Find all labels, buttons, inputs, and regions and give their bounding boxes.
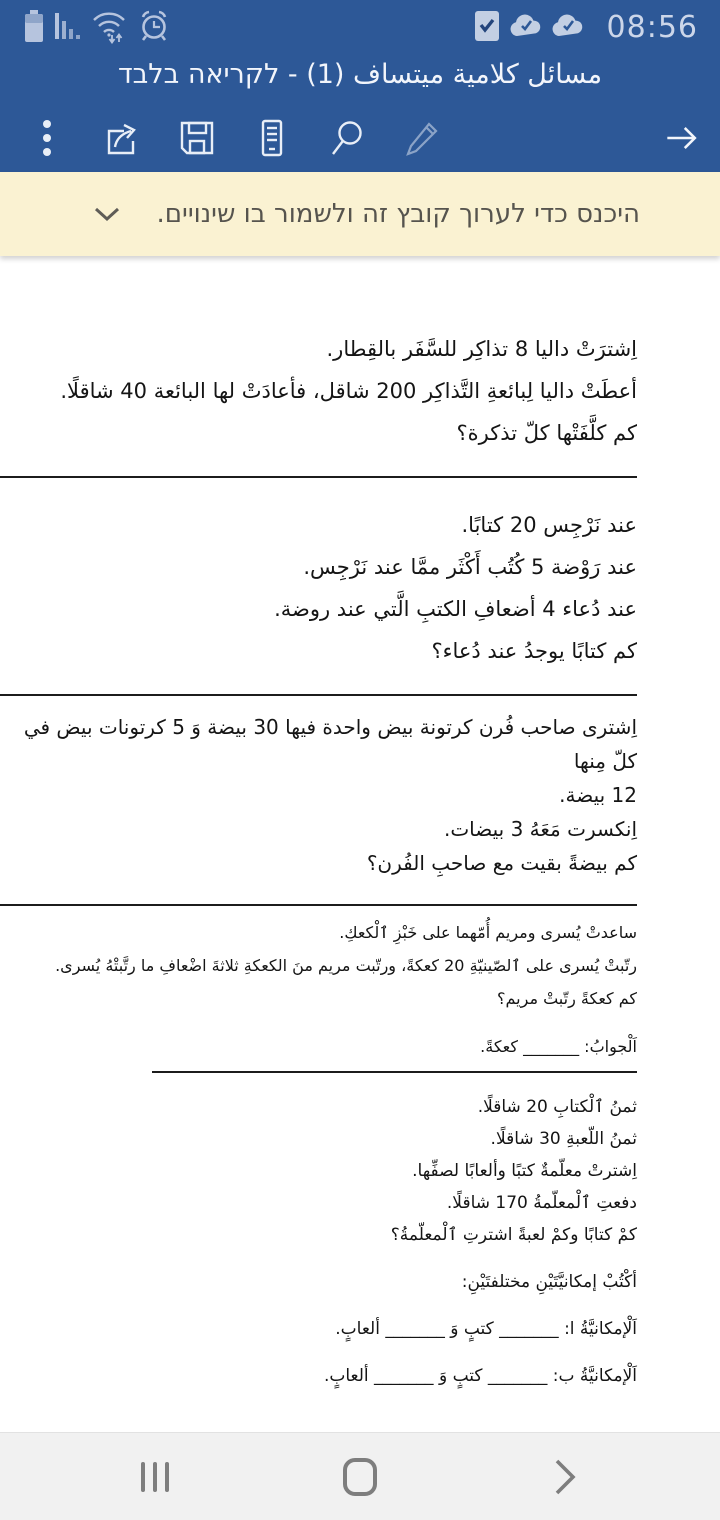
cloud-done-icon xyxy=(551,12,585,44)
alarm-icon xyxy=(136,8,172,48)
status-bar xyxy=(0,0,720,55)
problem-line: عند دُعاء 4 أضعافِ الكتبِ الَّتي عند روضة. xyxy=(274,597,637,621)
wifi-updown-icon xyxy=(90,8,128,48)
mobile-view-icon[interactable] xyxy=(250,116,294,160)
section-divider xyxy=(0,476,637,478)
android-nav-bar xyxy=(0,1432,720,1520)
problem-line: ثمنُ ٱلْكتابِ 20 شاقلًا. xyxy=(477,1097,637,1117)
problem-line: اَلْجوابُ: _______ كعكةً. xyxy=(480,1037,637,1056)
overflow-menu-icon[interactable] xyxy=(25,116,69,160)
signal-bars-icon xyxy=(54,9,82,47)
status-icons-right xyxy=(473,8,698,48)
back-icon[interactable] xyxy=(545,1457,585,1497)
share-icon[interactable] xyxy=(100,116,144,160)
status-icons-left xyxy=(22,8,172,48)
edit-pencil-icon[interactable] xyxy=(400,116,444,160)
sync-check-icon xyxy=(473,8,501,48)
app-bar xyxy=(0,55,720,172)
battery-icon xyxy=(22,9,46,47)
toolbar xyxy=(0,103,720,172)
problem-line: رتّبتْ يُسرى على ٱلصّينيّةِ 20 كعكةً، ورتّبت مريم منَ الكعكةِ ثلاثةَ اضْعافِ ما رتَّبتْهُ يُسرى. xyxy=(55,956,637,975)
problem-line: 12 بيضة. xyxy=(559,783,637,807)
problem-line: عند رَوْضة 5 كُتُب أَكْثَر ممَّا عند نَرْجِس. xyxy=(303,555,637,579)
problem-line: كم بيضةً بقيت مع صاحبِ الفُرن؟ xyxy=(366,851,637,875)
math-problem xyxy=(0,710,637,880)
problem-line: اِنكسرت مَعَهُ 3 بيضات. xyxy=(444,817,637,841)
problem-line: اِشترَتْ داليا 8 تذاكِر للسَّفَر بالقِطار. xyxy=(326,337,637,361)
chevron-down-icon[interactable] xyxy=(92,205,122,227)
signin-banner[interactable] xyxy=(0,172,720,256)
problem-line: اَلْإمكانيَّةُ ا: _______ كتبٍ وَ _______ ألعابٍ. xyxy=(335,1319,637,1339)
problem-line: ساعدتْ يُسرى ومريم أُمّهما على خَبْزِ ٱلْكعكِ. xyxy=(339,923,637,942)
search-icon[interactable] xyxy=(325,116,369,160)
problem-line: كم كتابًا يوجدُ عند دُعاء؟ xyxy=(431,639,637,663)
document-area xyxy=(0,328,637,1392)
section-divider xyxy=(0,904,637,906)
problem-line: أعطَتْ داليا لِبائعةِ التَّذاكِر 200 شاقل، فأعادَتْ لها البائعة 40 شاقلًا. xyxy=(60,379,637,403)
problem-line: ثمنُ اللّعبةِ 30 شاقلًا. xyxy=(490,1129,637,1149)
recents-icon[interactable] xyxy=(135,1457,175,1497)
cloud-done-icon xyxy=(509,12,543,44)
problem-line: اَلْإمكانيَّةُ ب: _______ كتبٍ وَ _______ ألعابٍ. xyxy=(323,1366,637,1386)
save-icon[interactable] xyxy=(175,116,219,160)
forward-back-arrow-icon[interactable] xyxy=(660,116,704,160)
problem-line: كم كلَّفَتْها كلّ تذكرة؟ xyxy=(456,421,637,445)
math-problem xyxy=(0,328,637,454)
problem-line: عند نَرْجِس 20 كتابًا. xyxy=(461,513,637,537)
problem-line: دفعتِ ٱلْمعلّمةُ 170 شاقلًا. xyxy=(446,1193,637,1213)
section-divider xyxy=(152,1071,637,1073)
problem-line: كم كعكةً رتّبتْ مريم؟ xyxy=(497,989,637,1008)
problem-line: اِشترتْ معلّمةٌ كتبًا وألعابًا لصفِّها. xyxy=(412,1161,637,1181)
problem-line: اِشترى صاحب فُرن كرتونة بيض واحدة فيها 30 بيضة وَ 5 كرتونات بيض في كلّ مِنها xyxy=(23,715,637,773)
math-problem xyxy=(0,916,637,1063)
document-title: مسائل كلامية ميتساف (1) - לקריאה בלבד xyxy=(117,59,603,90)
banner-message: היכנס כדי לערוך קובץ זה ולשמור בו שינויים. xyxy=(156,199,640,229)
problem-line: أكْتُبْ إمكانيَّتَيْنِ مختلفتَيْنِ: xyxy=(461,1272,637,1292)
math-problem xyxy=(0,504,637,672)
home-icon[interactable] xyxy=(340,1457,380,1497)
math-problem xyxy=(0,1091,637,1392)
section-divider xyxy=(0,694,637,696)
document-scroll-area[interactable] xyxy=(0,256,720,1432)
clock-time: 08:56 xyxy=(606,10,698,45)
problem-line: كمْ كتابًا وكمْ لعبةً اشترتِ ٱلْمعلّمةُ؟ xyxy=(390,1225,637,1245)
